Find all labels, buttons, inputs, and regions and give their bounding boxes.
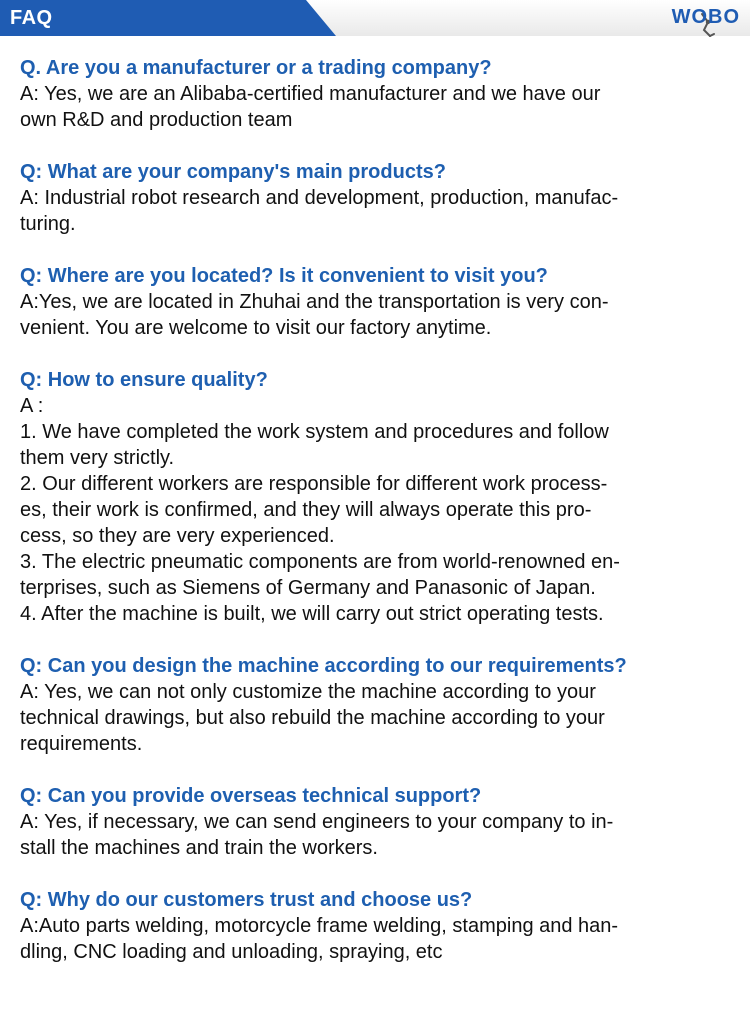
faq-item	[20, 367, 735, 627]
faq-answer-line: own R&D and production team	[20, 109, 293, 131]
faq-list	[20, 55, 735, 991]
brand-logo	[660, 6, 740, 36]
page-title: FAQ	[10, 7, 53, 29]
faq-answer-line: 4. After the machine is built, we will carry out strict operating tests.	[20, 603, 604, 625]
faq-answer-line: terprises, such as Siemens of Germany and Panasonic of Japan.	[20, 577, 596, 599]
faq-answer-line: A:Yes, we are located in Zhuhai and the transportation is very con-	[20, 291, 609, 313]
faq-item	[20, 55, 735, 133]
faq-item	[20, 159, 735, 237]
faq-question: Q: Why do our customers trust and choose us?	[20, 889, 473, 911]
faq-answer-line: stall the machines and train the workers.	[20, 837, 378, 859]
faq-answer-line: A: Industrial robot research and development, production, manufac-	[20, 187, 619, 209]
faq-question: Q: Can you provide overseas technical support?	[20, 785, 482, 807]
faq-answer-line: turing.	[20, 213, 76, 235]
faq-answer-line: venient. You are welcome to visit our factory anytime.	[20, 317, 492, 339]
faq-question: Q: Can you design the machine according to our requirements?	[20, 655, 627, 677]
faq-item	[20, 263, 735, 341]
faq-answer-line: 2. Our different workers are responsible for different work process-	[20, 473, 608, 495]
faq-question: Q: Where are you located? Is it convenient to visit you?	[20, 265, 548, 287]
faq-answer-line: A :	[20, 395, 44, 417]
faq-answer-line: them very strictly.	[20, 447, 175, 469]
faq-answer-line: A:Auto parts welding, motorcycle frame welding, stamping and han-	[20, 915, 619, 937]
header-banner	[0, 0, 750, 36]
faq-answer-line: technical drawings, but also rebuild the machine according to your	[20, 707, 605, 729]
faq-answer-line: es, their work is confirmed, and they will always operate this pro-	[20, 499, 592, 521]
faq-question: Q: How to ensure quality?	[20, 369, 268, 391]
faq-answer-line: A: Yes, we can not only customize the machine according to your	[20, 681, 596, 703]
faq-item	[20, 653, 735, 757]
faq-question: Q: What are your company's main products?	[20, 161, 446, 183]
faq-question: Q. Are you a manufacturer or a trading company?	[20, 57, 492, 79]
faq-answer-line: dling, CNC loading and unloading, spraying, etc	[20, 941, 443, 963]
faq-answer-line: 3. The electric pneumatic components are from world-renowned en-	[20, 551, 620, 573]
faq-item	[20, 887, 735, 965]
faq-answer-line: A: Yes, if necessary, we can send engineers to your company to in-	[20, 811, 614, 833]
faq-answer-line: A: Yes, we are an Alibaba-certified manufacturer and we have our	[20, 83, 601, 105]
faq-answer-line: cess, so they are very experienced.	[20, 525, 335, 547]
faq-item	[20, 783, 735, 861]
logo-wordmark: WOBO	[671, 6, 740, 28]
faq-answer-line: 1. We have completed the work system and procedures and follow	[20, 421, 609, 443]
faq-answer-line: requirements.	[20, 733, 143, 755]
